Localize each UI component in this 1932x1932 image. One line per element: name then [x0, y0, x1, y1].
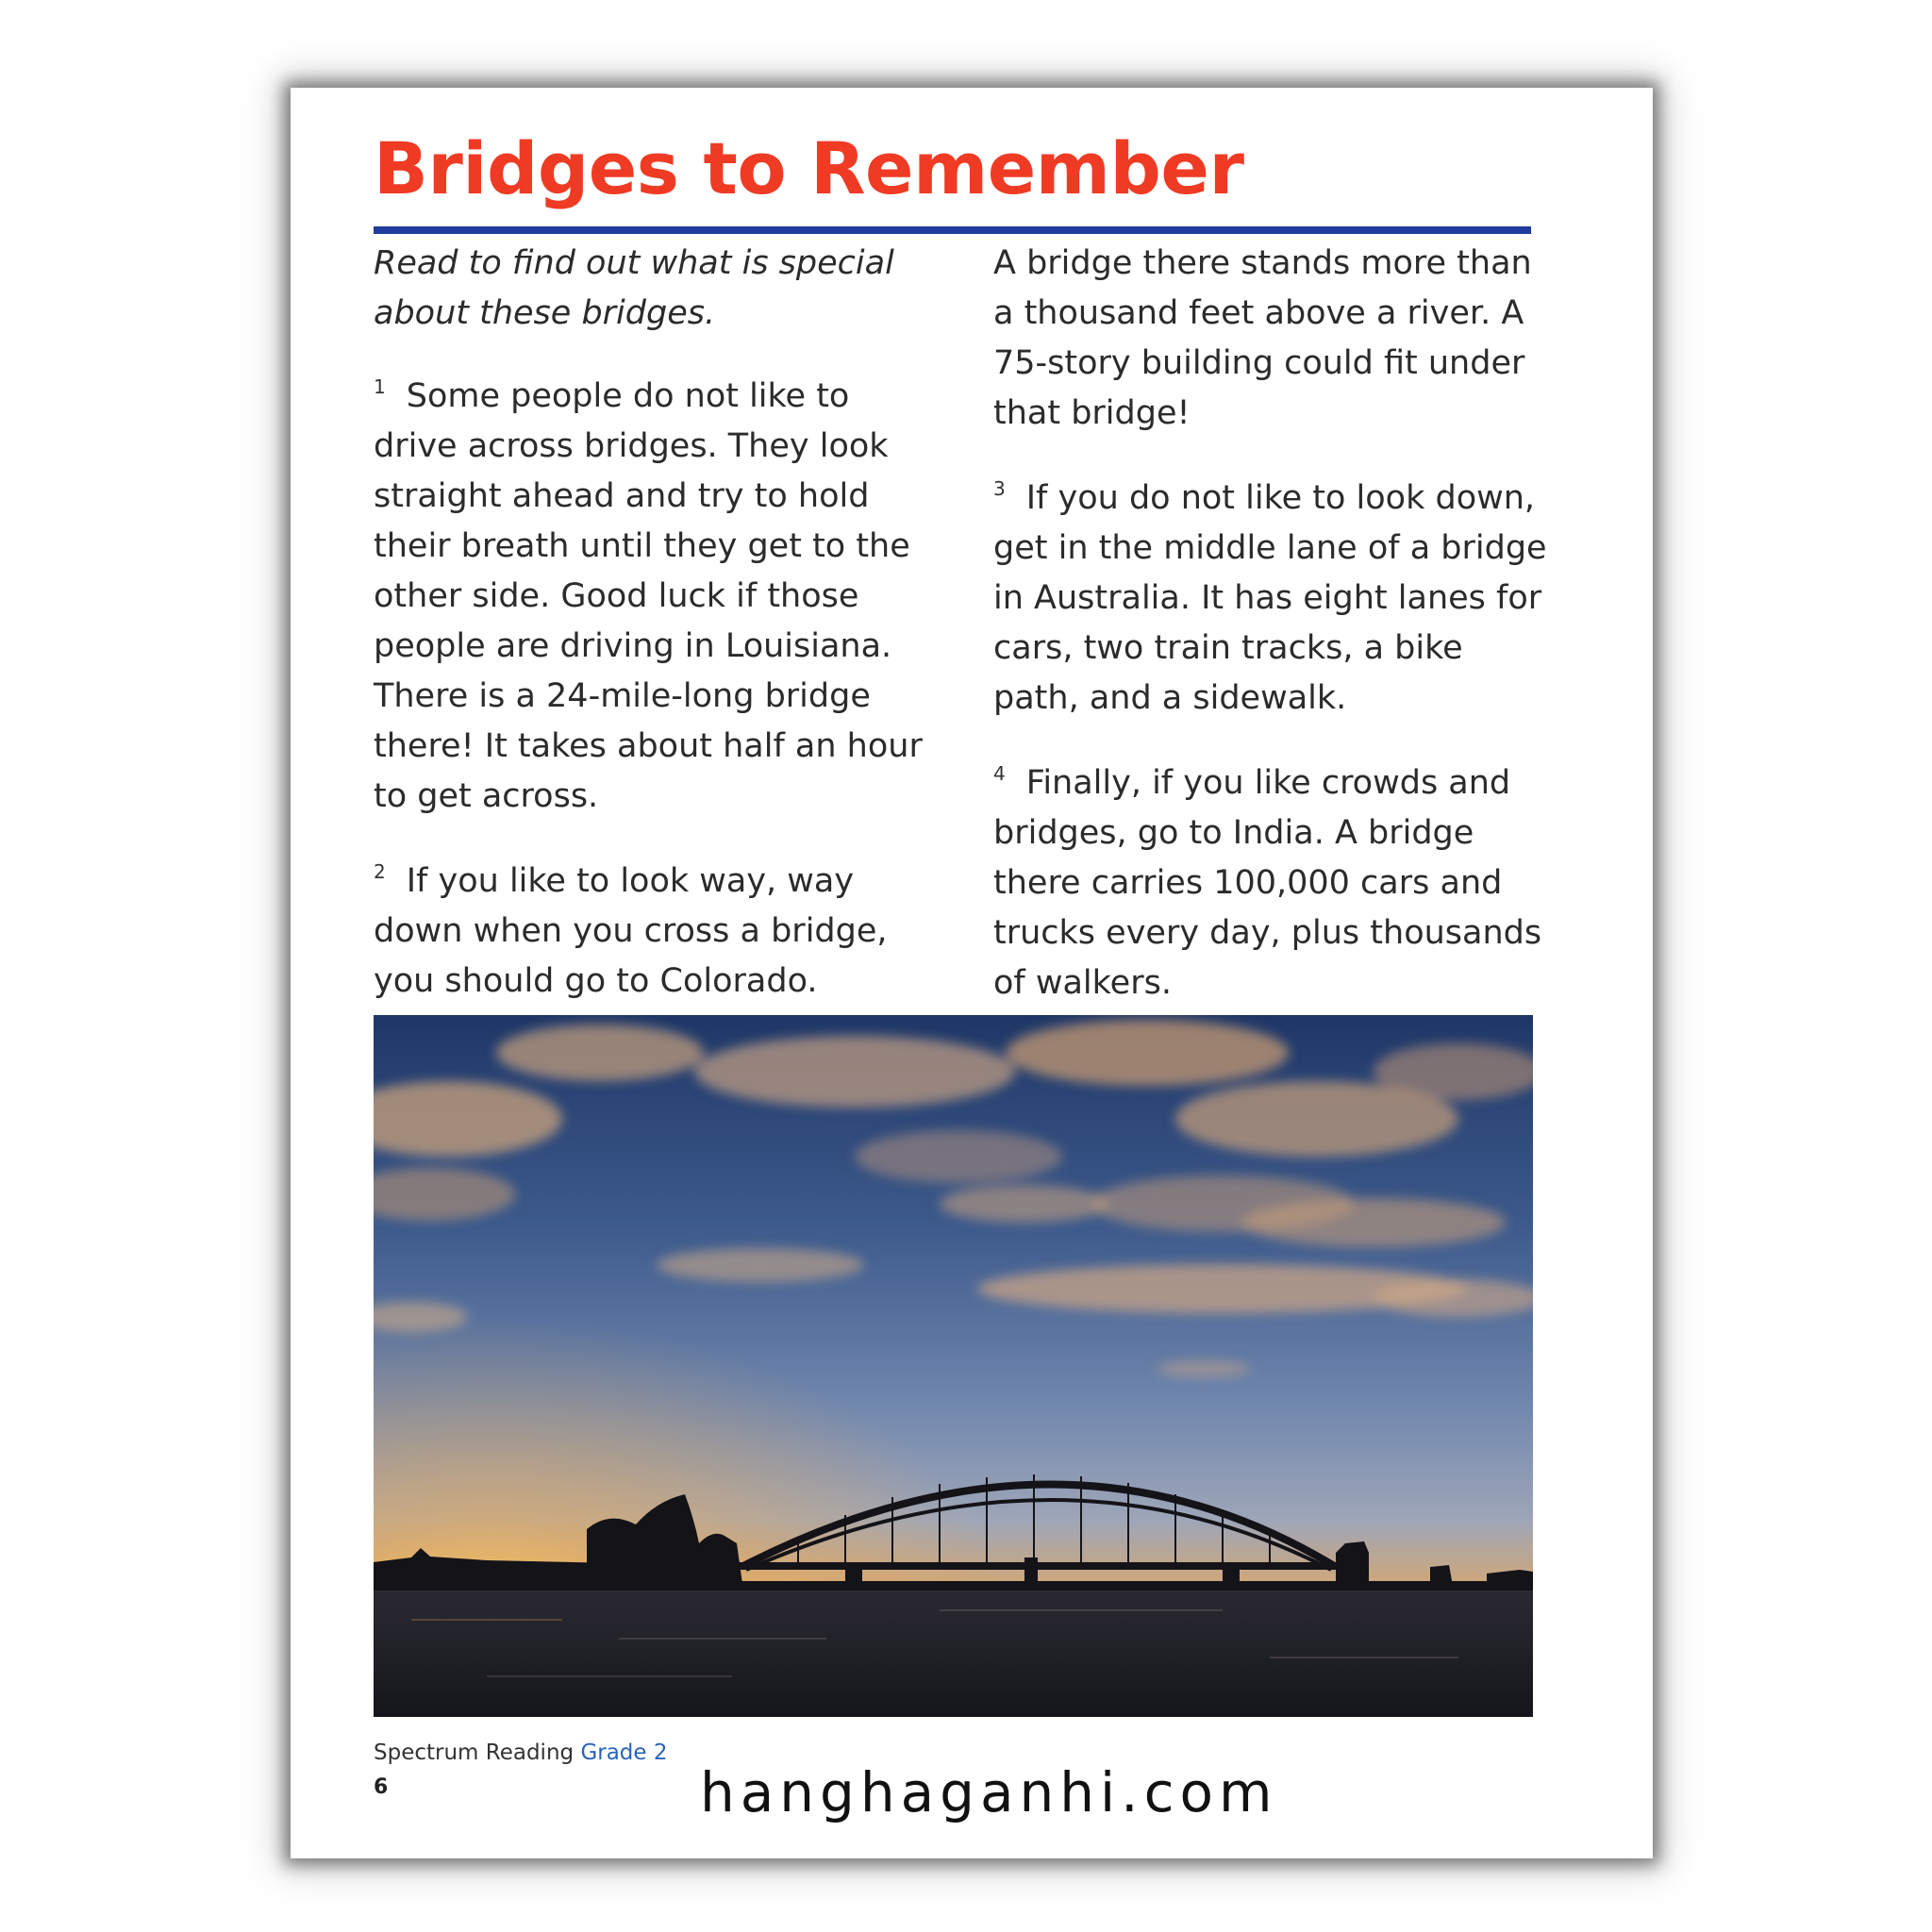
right-column — [993, 239, 1550, 1034]
page-title: Bridges to Remember — [374, 126, 1244, 210]
paragraph-number: 3 — [993, 477, 1006, 500]
paragraph-number: 1 — [374, 375, 386, 398]
harbour-bridge-photo — [374, 1015, 1533, 1717]
grade-label: Grade 2 — [580, 1740, 668, 1765]
worksheet-page — [291, 88, 1653, 1858]
paragraph-text: If you like to look way, way down when you cross a bridge, you should go to Colorado. — [374, 862, 888, 1000]
footer-series — [374, 1740, 668, 1765]
paragraph-text: If you do not like to look down, get in the middle lane of a bridge in Australia. It has eight lanes for cars, two train tracks, a bike path, and a sidewalk. — [993, 479, 1547, 717]
title-underline — [374, 226, 1531, 234]
paragraph-number: 2 — [374, 860, 386, 883]
intro-text: Read to find out what is special about these bridges. — [374, 244, 894, 332]
paragraph-4 — [993, 749, 1550, 1008]
paragraph-3 — [993, 464, 1550, 724]
paragraph-text: Finally, if you like crowds and bridges, go to India. A bridge there carries 100,000 cars and trucks every day, plus thousands of walkers. — [993, 764, 1542, 1002]
paragraph-number: 4 — [993, 762, 1006, 785]
watermark-text: hanghaganhi.com — [700, 1760, 1278, 1824]
paragraph-1 — [374, 362, 930, 822]
paragraph-text: Some people do not like to drive across bridges. They look straight ahead and try to hold their breath until they get to the other side. Good luck if those people are driving in Louisiana. There is a 24-mile-long bridge there! It takes about half an hour to get across. — [374, 377, 923, 815]
harbour-water — [374, 1581, 1533, 1717]
paragraph-2-continued: A bridge there stands more than a thousand feet above a river. A 75-story building could fit under that bridge! — [993, 244, 1532, 432]
left-column — [374, 239, 930, 1032]
page-number: 6 — [374, 1775, 389, 1799]
paragraph-2 — [374, 847, 930, 1007]
series-name: Spectrum Reading — [374, 1740, 575, 1765]
